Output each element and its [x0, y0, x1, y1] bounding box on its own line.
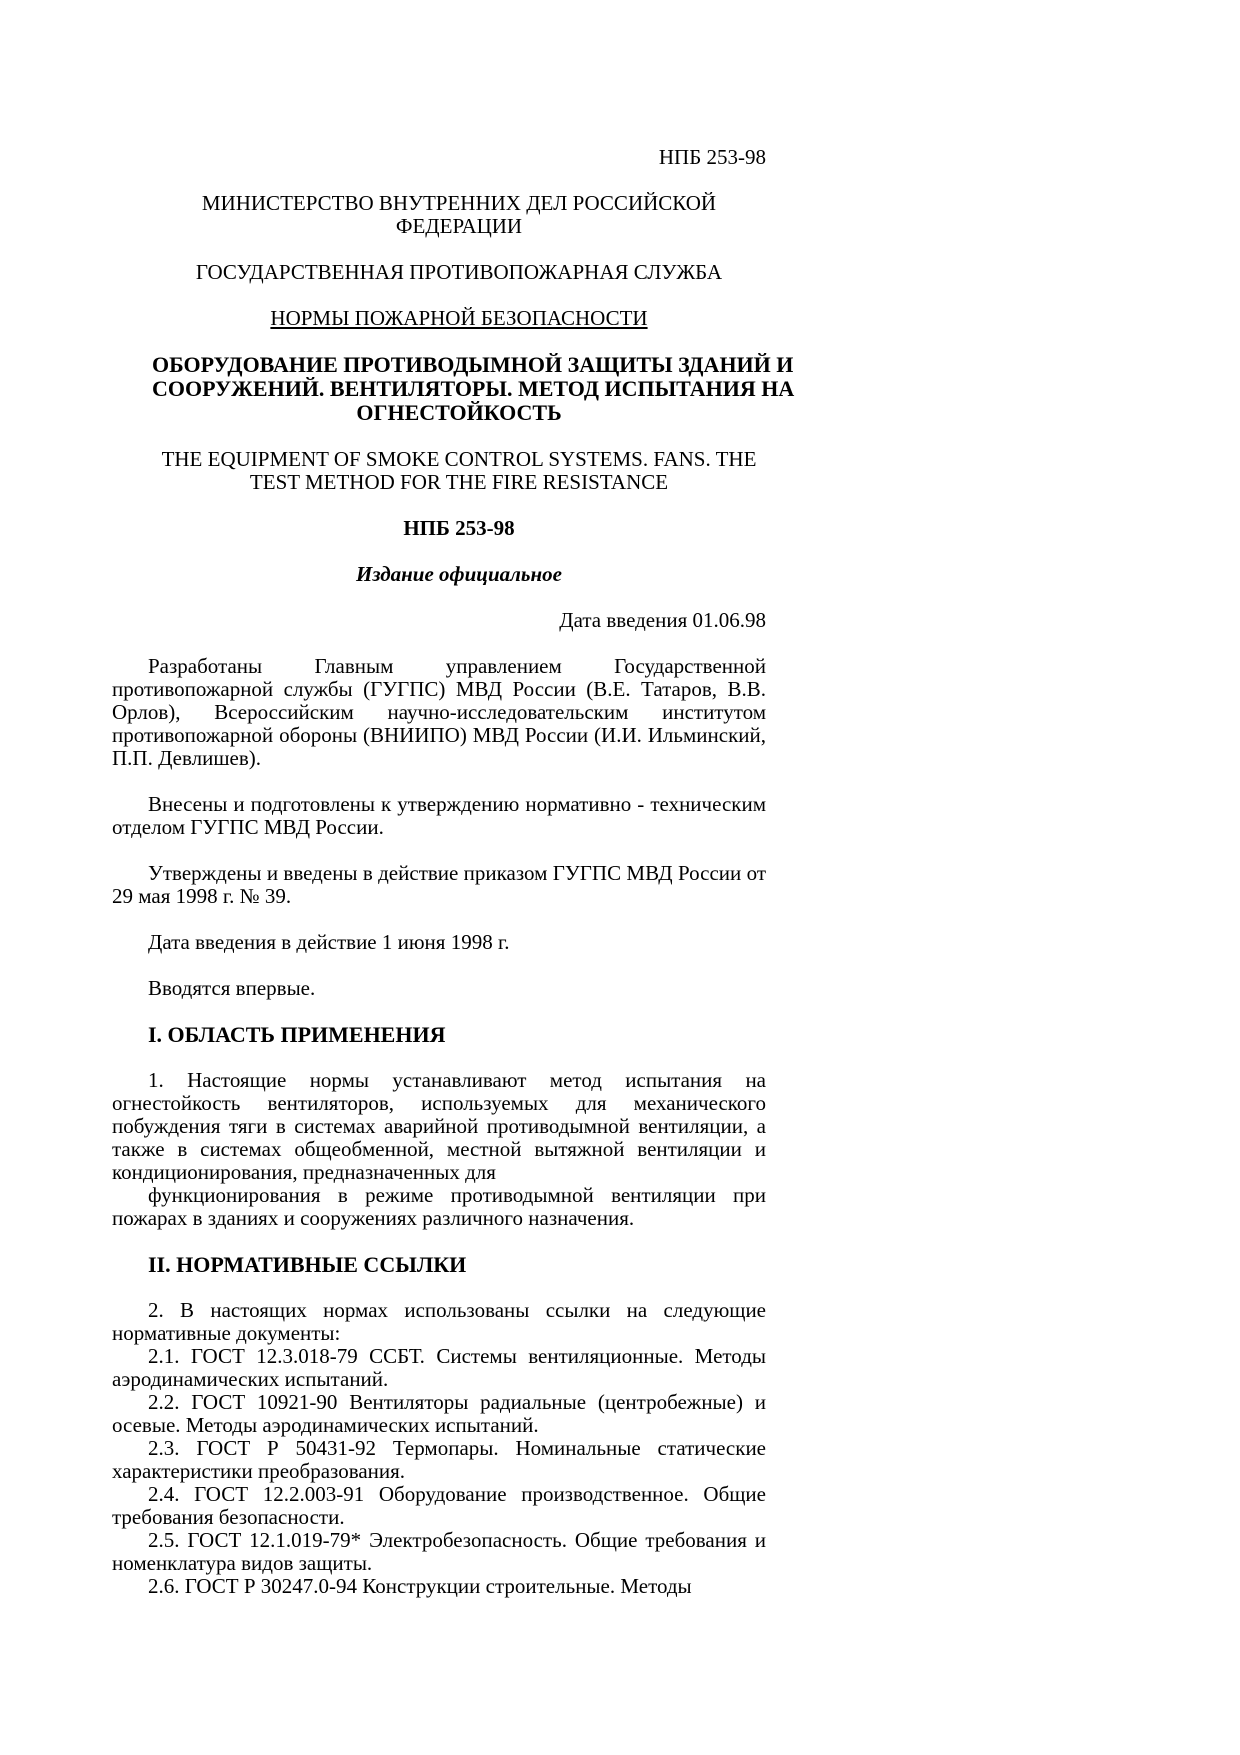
section-1-heading: I. ОБЛАСТЬ ПРИМЕНЕНИЯ — [148, 1022, 446, 1047]
doc-title-en-line: THE EQUIPMENT OF SMOKE CONTROL SYSTEMS. FANS. THE — [161, 447, 757, 471]
developed-paragraph: Разработаны Главным управлением Государственной противопожарной службы (ГУГПС) МВД России (В.Е. Татаров, В.В. Орлов), Всероссийским научно-исследовательским институтом противопожарной обороны (ВНИИПО) МВД России (И.И. Ильминский, П.П. Девлишев). — [112, 654, 766, 770]
service-title — [112, 261, 766, 284]
submitted-paragraph: Внесены и подготовлены к утверждению нормативно - техническим отделом ГУГПС МВД России. — [112, 792, 766, 839]
introduction-date: Дата введения 01.06.98 — [559, 608, 766, 632]
doc-title-ru-line: ОГНЕСТОЙКОСТЬ — [356, 400, 562, 425]
section-2-heading: II. НОРМАТИВНЫЕ ССЫЛКИ — [148, 1252, 467, 1277]
norms-type-title — [112, 307, 766, 330]
section-1-paragraph: 1. Настоящие нормы устанавливают метод испытания на огнестойкость вентиляторов, используемых для механического побуждения тяги в системах аварийной противодымной вентиляции, а также в системах общеобменной, местной вытяжной вентиляции и кондиционирования, предназначенных для — [112, 1068, 766, 1184]
doc-title-ru-line: СООРУЖЕНИЙ. ВЕНТИЛЯТОРЫ. МЕТОД ИСПЫТАНИЯ НА — [152, 376, 795, 401]
ministry-title-line: МИНИСТЕРСТВО ВНУТРЕННИХ ДЕЛ РОССИЙСКОЙ — [201, 191, 717, 215]
reference-item-2-5: 2.5. ГОСТ 12.1.019-79* Электробезопасность. Общие требования и номенклатура видов защиты. — [112, 1528, 766, 1575]
ministry-title-line: ФЕДЕРАЦИИ — [395, 214, 523, 238]
doc-title-en-line: TEST METHOD FOR THE FIRE RESISTANCE — [249, 470, 669, 494]
effective-date-paragraph: Дата введения в действие 1 июня 1998 г. — [148, 930, 510, 954]
document-content — [112, 145, 795, 1598]
doc-title-ru — [112, 352, 795, 425]
approved-paragraph: Утверждены и введены в действие приказом ГУГПС МВД России от 29 мая 1998 г. № 39. — [112, 861, 766, 908]
first-issue-paragraph: Вводятся впервые. — [148, 976, 316, 1000]
reference-item-2-1: 2.1. ГОСТ 12.3.018-79 ССБТ. Системы вентиляционные. Методы аэродинамических испытаний. — [112, 1344, 766, 1391]
reference-item-2-6: 2.6. ГОСТ Р 30247.0-94 Конструкции строительные. Методы — [148, 1574, 692, 1598]
doc-code-top: НПБ 253-98 — [658, 145, 766, 169]
norms-type-text: НОРМЫ ПОЖАРНОЙ БЕЗОПАСНОСТИ — [270, 306, 648, 330]
reference-item-2-2: 2.2. ГОСТ 10921-90 Вентиляторы радиальные (центробежные) и осевые. Методы аэродинамических испытаний. — [112, 1390, 766, 1437]
doc-title-en — [112, 448, 766, 494]
reference-item-2-4: 2.4. ГОСТ 12.2.003-91 Оборудование производственное. Общие требования безопасности. — [112, 1482, 766, 1529]
section-1-paragraph: функционирования в режиме противодымной вентиляции при пожарах в зданиях и сооружениях различного назначения. — [112, 1183, 766, 1230]
reference-item-2-3: 2.3. ГОСТ Р 50431-92 Термопары. Номинальные статические характеристики преобразования. — [112, 1436, 766, 1483]
edition-note: Издание официальное — [355, 562, 562, 586]
doc-title-ru-line: ОБОРУДОВАНИЕ ПРОТИВОДЫМНОЙ ЗАЩИТЫ ЗДАНИЙ И — [152, 352, 794, 377]
section-2-intro: 2. В настоящих нормах использованы ссылки на следующие нормативные документы: — [112, 1298, 766, 1345]
doc-code-center: НПБ 253-98 — [403, 516, 515, 540]
ministry-title — [112, 192, 766, 238]
service-title-text: ГОСУДАРСТВЕННАЯ ПРОТИВОПОЖАРНАЯ СЛУЖБА — [195, 260, 723, 284]
